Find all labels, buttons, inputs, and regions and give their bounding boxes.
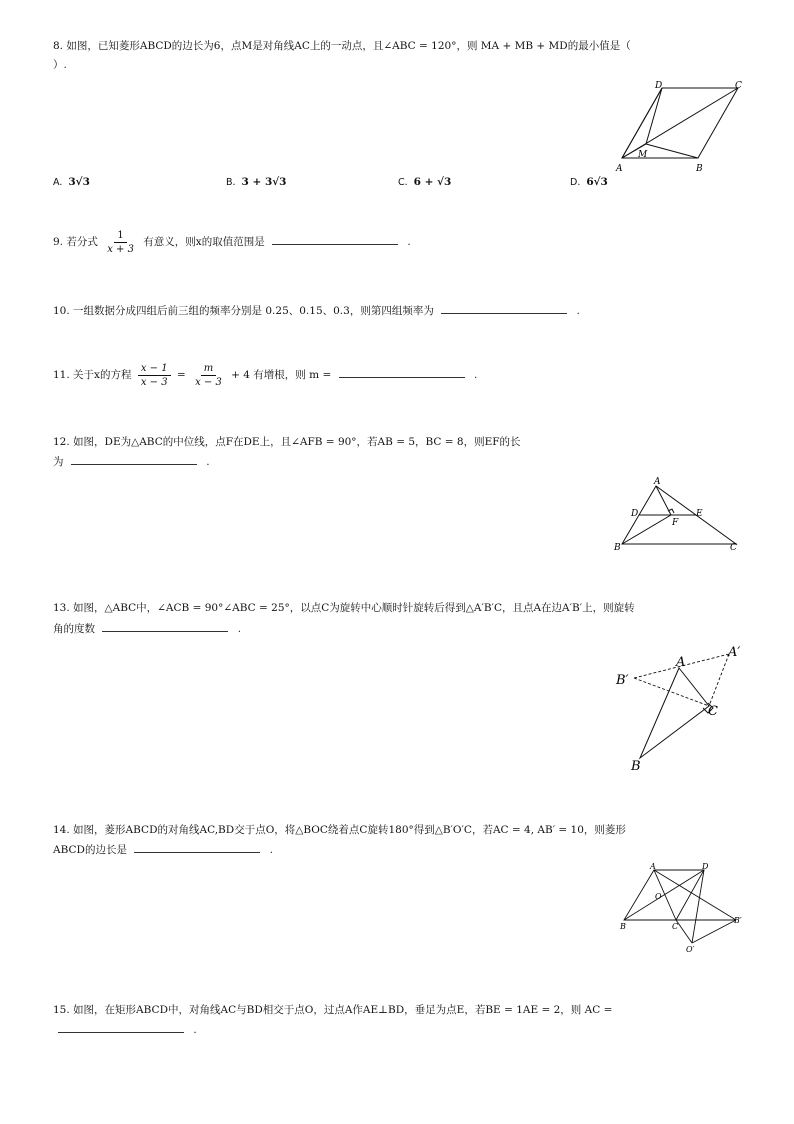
q14-label-b-prime: B′ — [734, 916, 742, 925]
q8-line2: ）. — [53, 59, 67, 71]
q8-option-d: D. 6√3 — [570, 176, 608, 188]
q14-label-o-prime: O′ — [686, 945, 695, 952]
q13-label-a: A — [676, 655, 686, 670]
q8-rhombus-figure — [610, 78, 750, 176]
q14-label-a: A — [650, 862, 656, 871]
q9-answer-blank[interactable] — [272, 233, 398, 245]
q11: 11. 关于x的方程 $\frac{x - 1}{x - 3}$ = $\frac{m}{x - 3}$ + 4 有增根，则 m = . — [53, 362, 478, 388]
q8-label-m: M — [638, 150, 648, 160]
q8-label-a: A — [616, 164, 623, 174]
q13-line2: 角的度数 . — [53, 620, 241, 637]
q12-line1: 12. 如图，DE为△ABC的中位线，点F在DE上，且∠AFB = 90°，若AB = 5，BC = 8，则EF的长 — [53, 436, 521, 448]
q12-triangle-figure — [610, 474, 750, 554]
q8-label-c: C — [735, 81, 742, 91]
q13-label-a-prime: A′ — [728, 645, 741, 660]
q14-label-c: C — [672, 922, 679, 931]
q8-line1: 8. 如图，已知菱形ABCD的边长为6，点M是对角线AC上的一动点，且∠ABC = 120°，则 MA + MB + MD的最小值是（ — [53, 40, 631, 52]
q14-label-b: B — [620, 922, 626, 931]
q12-answer-blank[interactable] — [71, 453, 197, 465]
q14-label-d: D — [702, 862, 709, 871]
q8-option-c: C. 6 + √3 — [398, 176, 452, 188]
q13-label-c: C — [708, 704, 718, 719]
q15-line1: 15. 如图，在矩形ABCD中，对角线AC与BD相交于点O，过点A作AE⊥BD，垂足为点E，若BE = 1AE = 2，则 AC = — [53, 1004, 613, 1016]
q14-line2: ABCD的边长是 . — [53, 841, 273, 858]
q10-answer-blank[interactable] — [441, 302, 567, 314]
q12-line2: 为 . — [53, 453, 210, 470]
q13-label-b: B — [631, 759, 641, 774]
q15-line2: . — [58, 1021, 197, 1038]
q14-answer-blank[interactable] — [134, 841, 260, 853]
q12-label-d: D — [631, 509, 639, 519]
q11-answer-blank[interactable] — [339, 366, 465, 378]
q14-rhombus-figure — [612, 860, 752, 952]
q12-label-c: C — [730, 543, 737, 553]
q13-label-b-prime: B′ — [616, 673, 629, 688]
q15-answer-blank[interactable] — [58, 1021, 184, 1033]
q13-line1: 13. 如图，△ABC中，∠ACB = 90°∠ABC = 25°，以点C为旋转中心顺时针旋转后得到△A′B′C，且点A在边A′B′上，则旋转 — [53, 602, 635, 614]
q11-fraction-right: $\frac{m}{x - 3}$ — [195, 362, 222, 388]
q8-label-d: D — [655, 81, 663, 91]
q10: 10. 一组数据分成四组后前三组的频率分别是 0.25、0.15、0.3，则第四组频率为 . — [53, 302, 580, 319]
q9-fraction: $\frac{1}{x + 3}$ — [107, 229, 134, 255]
q12-label-f: F — [672, 518, 679, 528]
q8-option-a: A. 3√3 — [53, 176, 90, 188]
q13-rotation-figure — [612, 640, 752, 775]
q12-label-a: A — [654, 477, 661, 487]
q12-label-b: B — [614, 543, 621, 553]
q14-line1: 14. 如图，菱形ABCD的对角线AC,BD交于点O，将△BOC绕着点C旋转180°得到△B′O′C，若AC = 4, AB′ = 10，则菱形 — [53, 824, 626, 836]
q8-option-b: B. 3 + 3√3 — [226, 176, 287, 188]
q12-label-e: E — [696, 509, 703, 519]
q11-fraction-left: $\frac{x - 1}{x - 3}$ — [138, 362, 171, 389]
q9: 9. 若分式 $\frac{1}{x + 3}$ 有意义，则x的取值范围是 . — [53, 229, 411, 255]
q14-label-o: O — [655, 892, 662, 901]
q13-answer-blank[interactable] — [102, 620, 228, 632]
q8-label-b: B — [696, 164, 703, 174]
